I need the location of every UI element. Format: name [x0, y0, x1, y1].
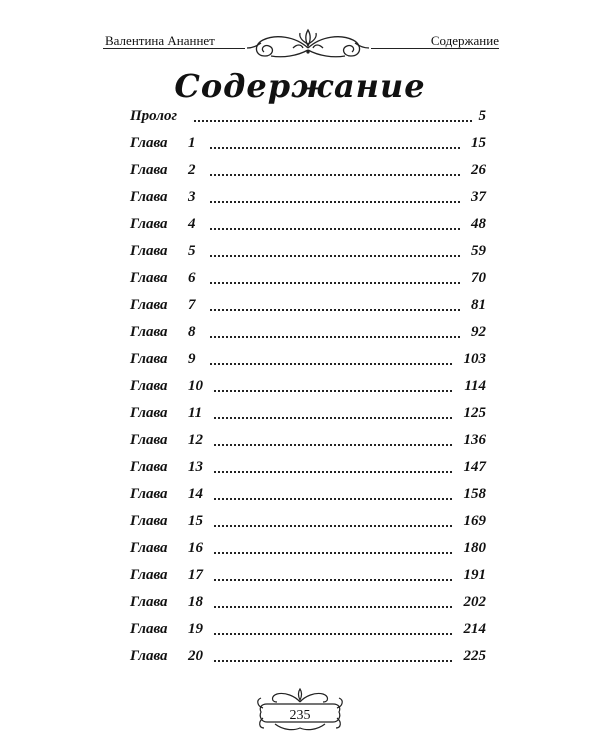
chapter-number: 3 [188, 189, 196, 205]
toc-entry-page: 5 [478, 105, 487, 127]
chapter-number: 5 [188, 243, 196, 259]
toc-entry-label: Глава [130, 540, 168, 556]
chapter-number: 13 [188, 459, 203, 475]
toc-entry-page: 26 [470, 159, 486, 181]
toc-entry-chapter[interactable] [130, 537, 486, 559]
running-header [103, 26, 499, 66]
leader-dots [210, 201, 460, 203]
chapter-number: 18 [188, 594, 203, 610]
chapter-number: 9 [188, 351, 196, 367]
flourish-ornament-icon [245, 26, 371, 66]
chapter-number: 10 [188, 378, 203, 394]
toc-entry-label: Глава [130, 513, 168, 529]
leader-dots [214, 633, 452, 635]
toc-entry-label: Глава [130, 351, 168, 367]
leader-dots [214, 525, 452, 527]
toc-entry-label: Глава [130, 297, 168, 313]
toc-entry-label: Глава [130, 567, 168, 583]
toc-entry-chapter[interactable] [130, 186, 486, 208]
toc-entry-page: 103 [463, 348, 487, 370]
toc-entry-chapter[interactable] [130, 159, 486, 181]
leader-dots [210, 228, 460, 230]
chapter-number: 15 [188, 513, 203, 529]
toc-entry-page: 37 [470, 186, 486, 208]
chapter-number: 16 [188, 540, 203, 556]
leader-dots [214, 606, 452, 608]
chapter-number: 2 [188, 162, 196, 178]
toc-entry-chapter[interactable] [130, 402, 486, 424]
toc-entry-page: 180 [463, 537, 487, 559]
toc-entry-chapter[interactable] [130, 510, 486, 532]
toc-entry-chapter[interactable] [130, 564, 486, 586]
toc-entry-label: Глава [130, 216, 168, 232]
toc-entry-label: Глава [130, 378, 168, 394]
chapter-number: 12 [188, 432, 203, 448]
leader-dots [214, 471, 452, 473]
toc-entry-page: 125 [463, 402, 487, 424]
chapter-number: 8 [188, 324, 196, 340]
toc-entry-chapter[interactable] [130, 618, 486, 640]
toc-entry-chapter[interactable] [130, 348, 486, 370]
leader-dots [214, 498, 452, 500]
toc-entry-page: 202 [463, 591, 487, 613]
toc-entry-label: Глава [130, 189, 168, 205]
toc-entry-chapter[interactable] [130, 429, 486, 451]
toc-entry-page: 92 [470, 321, 486, 343]
chapter-number: 4 [188, 216, 196, 232]
leader-dots [210, 255, 460, 257]
toc-entry-page: 214 [463, 618, 487, 640]
toc-entry-page: 59 [470, 240, 486, 262]
toc-entry-label: Глава [130, 270, 168, 286]
toc-entry-page: 225 [463, 645, 487, 667]
toc-entry-chapter[interactable] [130, 267, 486, 289]
chapter-number: 7 [188, 297, 196, 313]
chapter-number: 6 [188, 270, 196, 286]
toc-entry-label: Глава [130, 648, 168, 664]
leader-dots [210, 174, 460, 176]
leader-dots [210, 336, 460, 338]
leader-dots [210, 147, 460, 149]
header-section: Содержание [430, 33, 499, 48]
leader-dots [210, 363, 452, 365]
chapter-number: 20 [188, 648, 203, 664]
toc-entry-label: Глава [130, 324, 168, 340]
leader-dots [214, 552, 452, 554]
toc-entry-chapter[interactable] [130, 375, 486, 397]
toc-entry-chapter[interactable] [130, 132, 486, 154]
toc-entry-page: 15 [470, 132, 486, 154]
toc-entry-label: Глава [130, 594, 168, 610]
toc-entry-chapter[interactable] [130, 321, 486, 343]
toc-entry-label: Глава [130, 135, 168, 151]
leader-dots [214, 390, 452, 392]
toc-entry-page: 191 [463, 564, 487, 586]
page-footer [255, 686, 345, 736]
chapter-number: 19 [188, 621, 203, 637]
chapter-number: 1 [188, 135, 196, 151]
toc-entry-chapter[interactable] [130, 591, 486, 613]
toc-entry-page: 48 [470, 213, 486, 235]
toc-entry-page: 136 [463, 429, 487, 451]
leader-dots [214, 579, 452, 581]
toc-entry-chapter[interactable] [130, 213, 486, 235]
chapter-number: 11 [188, 405, 203, 421]
toc-entry-page: 169 [463, 510, 487, 532]
toc-entry-label: Глава [130, 432, 168, 448]
header-author: Валентина Ананнет [105, 33, 215, 48]
toc-entry-label: Пролог [130, 108, 178, 124]
toc-entry-label: Глава [130, 243, 168, 259]
toc-entry-page: 70 [470, 267, 486, 289]
toc-entry-page: 114 [463, 375, 486, 397]
table-of-contents [0, 100, 600, 664]
toc-entry-chapter[interactable] [130, 294, 486, 316]
toc-entry-label: Глава [130, 405, 168, 421]
toc-entry-chapter[interactable] [130, 645, 486, 667]
toc-entry-chapter[interactable] [130, 456, 486, 478]
toc-entry-chapter[interactable] [130, 483, 486, 505]
toc-entry-chapter[interactable] [130, 240, 486, 262]
toc-entry-label: Глава [130, 621, 168, 637]
toc-entry-page: 81 [470, 294, 486, 316]
page-title: Содержание [174, 67, 426, 105]
toc-entry-label: Глава [130, 486, 168, 502]
leader-dots [210, 282, 460, 284]
leader-dots [194, 120, 472, 122]
toc-entry-label: Глава [130, 162, 168, 178]
toc-entry-page: 147 [463, 456, 487, 478]
chapter-number: 17 [188, 567, 203, 583]
chapter-number: 14 [188, 486, 203, 502]
page-number: 235 [289, 708, 311, 723]
toc-entry-prologue[interactable] [130, 105, 486, 127]
toc-entry-label: Глава [130, 459, 168, 475]
leader-dots [210, 309, 460, 311]
toc-entry-page: 158 [463, 483, 487, 505]
leader-dots [214, 660, 452, 662]
leader-dots [214, 444, 452, 446]
leader-dots [214, 417, 452, 419]
